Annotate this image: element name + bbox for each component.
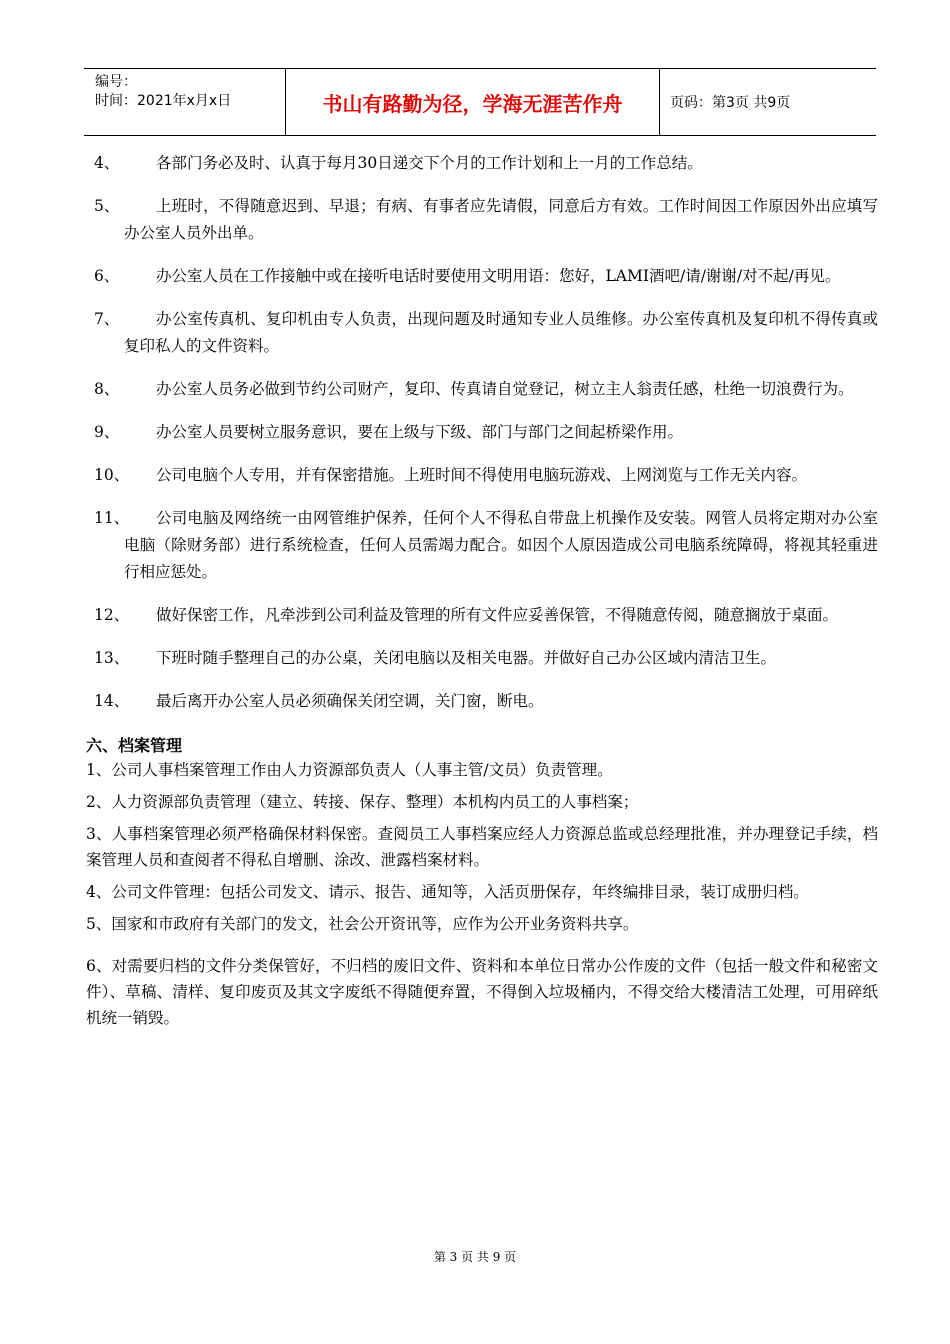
page-footer: 第 3 页 共 9 页 [433, 1250, 517, 1264]
item-number: 12、 [94, 606, 130, 624]
list-item [94, 376, 878, 403]
item-number: 8、 [94, 380, 120, 398]
item-text: 做好保密工作，凡牵涉到公司利益及管理的所有文件应妥善保管，不得随意传阅，随意搁放于桌面。 [156, 606, 839, 624]
list-item [94, 193, 878, 247]
header-number: 编号： [95, 74, 137, 90]
item-text: 办公室人员务必做到节约公司财产，复印、传真请自觉登记，树立主人翁责任感，杜绝一切浪费行为。 [156, 380, 854, 398]
item-text: 公司电脑个人专用，并有保密措施。上班时间不得使用电脑玩游戏、上网浏览与工作无关内容。 [156, 466, 808, 484]
item-text: 下班时随手整理自己的办公桌，关闭电脑以及相关电器。并做好自己办公区域内清洁卫生。 [156, 649, 777, 667]
list-item [94, 419, 878, 446]
list-item [94, 602, 878, 629]
list-item [94, 645, 878, 672]
list-item [94, 306, 878, 360]
list-item [94, 263, 878, 290]
section-title: 六、档案管理 [86, 736, 183, 755]
item-number: 7、 [94, 310, 120, 328]
item-number: 4、 [94, 154, 120, 172]
item-text: 办公室人员要树立服务意识，要在上级与下级、部门与部门之间起桥梁作用。 [156, 423, 684, 441]
item-text: 办公室传真机、复印机由专人负责，出现问题及时通知专业人员维修。办公室传真机及复印机不得传真或复印私人的文件资料。 [124, 310, 878, 355]
item-number: 5、 [94, 197, 120, 215]
section-paragraph: 3、人事档案管理必须严格确保材料保密。查阅员工人事档案应经人力资源总监或总经理批准，并办理登记手续，档案管理人员和查阅者不得私自增删、涂改、泄露档案材料。 [86, 825, 878, 869]
item-number: 6、 [94, 267, 120, 285]
header-time: 时间：2021年x月x日 [95, 93, 232, 109]
item-text: 各部门务必及时、认真于每月30日递交下个月的工作计划和上一月的工作总结。 [156, 154, 703, 172]
item-number: 11、 [94, 509, 130, 527]
item-number: 9、 [94, 423, 120, 441]
list-item [94, 505, 878, 586]
section-paragraph: 2、人力资源部负责管理（建立、转接、保存、整理）本机构内员工的人事档案； [86, 793, 639, 811]
item-number: 10、 [94, 466, 130, 484]
item-text: 办公室人员在工作接触中或在接听电话时要使用文明用语：您好，LAMI酒吧/请/谢谢/对不起/再见。 [156, 267, 841, 285]
page-header [84, 68, 876, 136]
list-item [94, 462, 878, 489]
item-text: 公司电脑及网络统一由网管维护保养，任何个人不得私自带盘上机操作及安装。网管人员将定期对办公室电脑（除财务部）进行系统检查，任何人员需竭力配合。如因个人原因造成公司电脑系统障碍，将视其轻重进行相应惩处。 [124, 509, 878, 581]
item-number: 13、 [94, 649, 130, 667]
section-paragraph: 5、国家和市政府有关部门的发文，社会公开资讯等，应作为公开业务资料共享。 [86, 915, 639, 933]
item-number: 14、 [94, 692, 130, 710]
section-paragraph: 4、公司文件管理：包括公司发文、请示、报告、通知等，入活页册保存，年终编排目录，装订成册归档。 [86, 883, 809, 901]
header-page-info: 页码：第3页 共9页 [670, 95, 791, 111]
item-text: 上班时，不得随意迟到、早退；有病、有事者应先请假，同意后方有效。工作时间因工作原因外出应填写办公室人员外出单。 [124, 197, 878, 242]
document-body [86, 150, 878, 1037]
header-motto: 书山有路勤为径，学海无涯苦作舟 [286, 69, 660, 135]
section-paragraph: 6、对需要归档的文件分类保管好，不归档的废旧文件、资料和本单位日常办公作废的文件（包括一般文件和秘密文件）、草稿、清样、复印废页及其文字废纸不得随便弃置，不得倒入垃圾桶内，不得交给大楼清洁工处理，可用碎纸机统一销毁。 [86, 957, 878, 1027]
section-paragraph: 1、公司人事档案管理工作由人力资源部负责人（人事主管/文员）负责管理。 [86, 761, 613, 779]
list-item [94, 150, 878, 177]
item-text: 最后离开办公室人员必须确保关闭空调，关门窗，断电。 [156, 692, 544, 710]
header-meta [84, 69, 286, 135]
list-item [94, 688, 878, 715]
